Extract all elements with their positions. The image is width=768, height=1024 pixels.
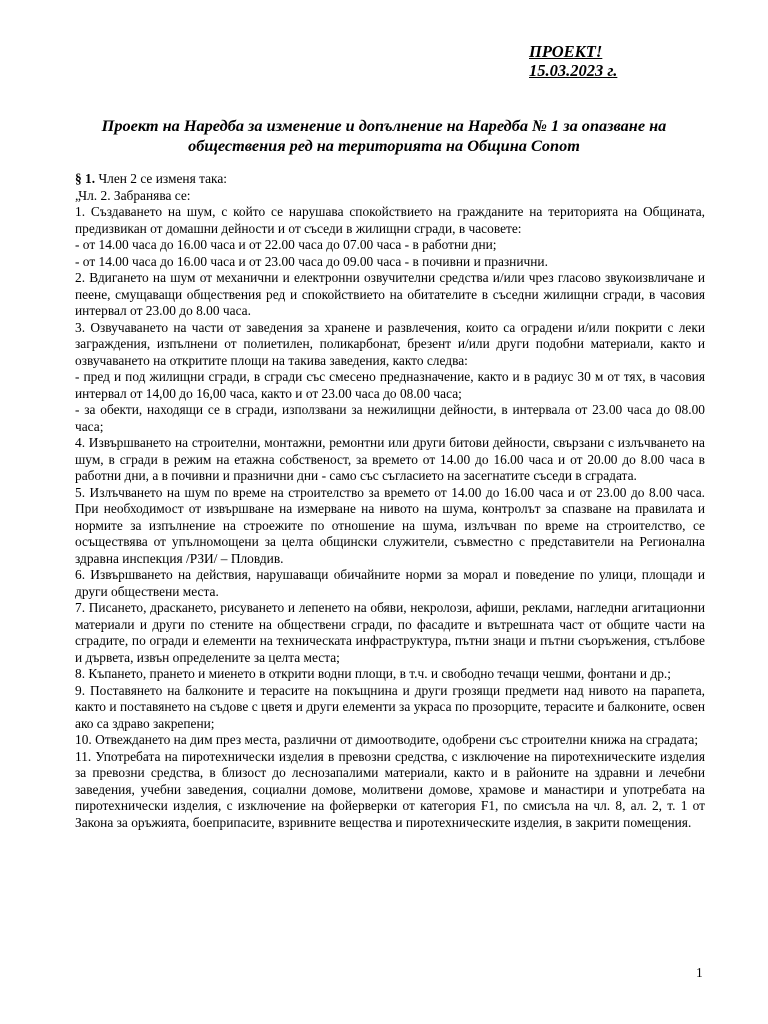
document-body bbox=[75, 171, 705, 831]
section-heading bbox=[75, 171, 705, 188]
draft-label: ПРОЕКТ! bbox=[529, 42, 603, 61]
paragraph: - от 14.00 часа до 16.00 часа и от 23.00 часа до 09.00 часа - в почивни и празнични. bbox=[75, 253, 548, 269]
paragraph: 5. Излъчването на шум по време на строителство за времето от 14.00 до 16.00 часа и от 23.00 до 8.00 часа. При необходимост от извършване на измерване на нивото на шума, контролът за спазване на правилата и нормите за изпълнение на строежите по отношение на шума, излъчван по време на строителство, се осъществява от упълномощени за целта общински служители, съвместно с представители на Регионална здравна инспекция /РЗИ/ – Пловдив. bbox=[75, 484, 705, 566]
article-intro: „Чл. 2. Забранява се: bbox=[75, 187, 191, 203]
section-mark: § 1. bbox=[75, 171, 96, 186]
paragraph: 1. Създаването на шум, с който се нарушава спокойствието на гражданите на територията на Общината, предизвикан от домашни дейности и от съседи в жилищни сгради, в часовете: bbox=[75, 204, 705, 236]
paragraph: 10. Отвеждането на дим през места, различни от димоотводите, одобрени със строителни книжа на сградата; bbox=[75, 732, 699, 747]
paragraph: 8. Къпането, прането и миенето в открити водни площи, в т.ч. и свободно течащи чешми, фонтани и др.; bbox=[75, 666, 671, 681]
page-number: 1 bbox=[696, 965, 703, 980]
paragraph: 6. Извършването на действия, нарушаващи обичайните норми за морал и поведение по улици, площади и други обществени места. bbox=[75, 567, 705, 599]
paragraph: 9. Поставянето на балконите и терасите на покъщнина и други грозящи предмети над нивото на парапета, както и поставянето на съдове с цветя и други елементи за украса по прозорците, терасите и балконите, освен ако са здраво закрепени; bbox=[75, 682, 705, 731]
paragraph: 3. Озвучаването на части от заведения за хранене и развлечения, които са оградени и/или покрити с леки заграждения, изпълнени от полиетилен, поликарбонат, брезент и/или други подобни материали, както и озвучаването на откритите площи на такива заведения, както следва: bbox=[75, 319, 705, 368]
paragraph: - пред и под жилищни сгради, в сгради със смесено предназначение, както и в радиус 30 м от тях, в часовия интервал от 14,00 до 16,00 часа, както и от 23.00 часа до 08.00 часа; bbox=[75, 369, 705, 401]
paragraph: 7. Писането, драскането, рисуването и лепенето на обяви, некролози, афиши, реклами, нагледни агитационни материали и други по стените на обществени сгради, по фасадите и вътрешната част от общите части на сградите, по огради и елементи на техническата инфраструктура, пътни знаци и пътни съоръжения, стълбове и дървета, извън определените за целта места; bbox=[75, 600, 705, 665]
paragraph: - от 14.00 часа до 16.00 часа и от 22.00 часа до 07.00 часа - в работни дни; bbox=[75, 237, 497, 252]
paragraph: 2. Вдигането на шум от механични и електронни озвучителни средства и/или чрез гласово звукоизвличане и пеене, смущаващи обществения ред и спокойствието на обитателите в съседни жилищни сгради, в часовия интервал от 23.00 до 8.00 часа. bbox=[75, 270, 705, 318]
document-title: Проект на Наредба за изменение и допълнение на Наредба № 1 за опазване на обществения ред на територията на Община Сопот bbox=[101, 116, 667, 155]
draft-stamp bbox=[529, 42, 617, 80]
paragraph: - за обекти, находящи се в сгради, използвани за нежилищни дейности, в интервала от 23.00 часа до 08.00 часа; bbox=[75, 402, 705, 434]
paragraph: 4. Извършването на строителни, монтажни, ремонтни или други битови дейности, свързани с излъчването на шум, в сгради в режим на етажна собственост, за времето от 14.00 до 16.00 часа и от 20.00 до 8.00 часа в работни дни, а в почивни и празнични дни - само със съгласието на засегнатите съседи в сградата. bbox=[75, 435, 705, 483]
section-text: Член 2 се изменя така: bbox=[95, 171, 228, 186]
paragraph: 11. Употребата на пиротехнически изделия в превозни средства, с изключение на пиротехническите изделия за превозни средства, в близост до леснозапалими материали, както и в районите на здравни и лечебни заведения, учебни заведения, социални домове, молитвени домове, храмове и манастири и употребата на пиротехнически изделия, с изключение на фойерверки от категория F1, по смисъла на чл. 8, ал. 2, т. 1 от Закона за оръжията, боеприпасите, взривните вещества и пиротехническите изделия, в закрити помещения. bbox=[75, 748, 705, 830]
draft-date: 15.03.2023 г. bbox=[529, 61, 618, 80]
